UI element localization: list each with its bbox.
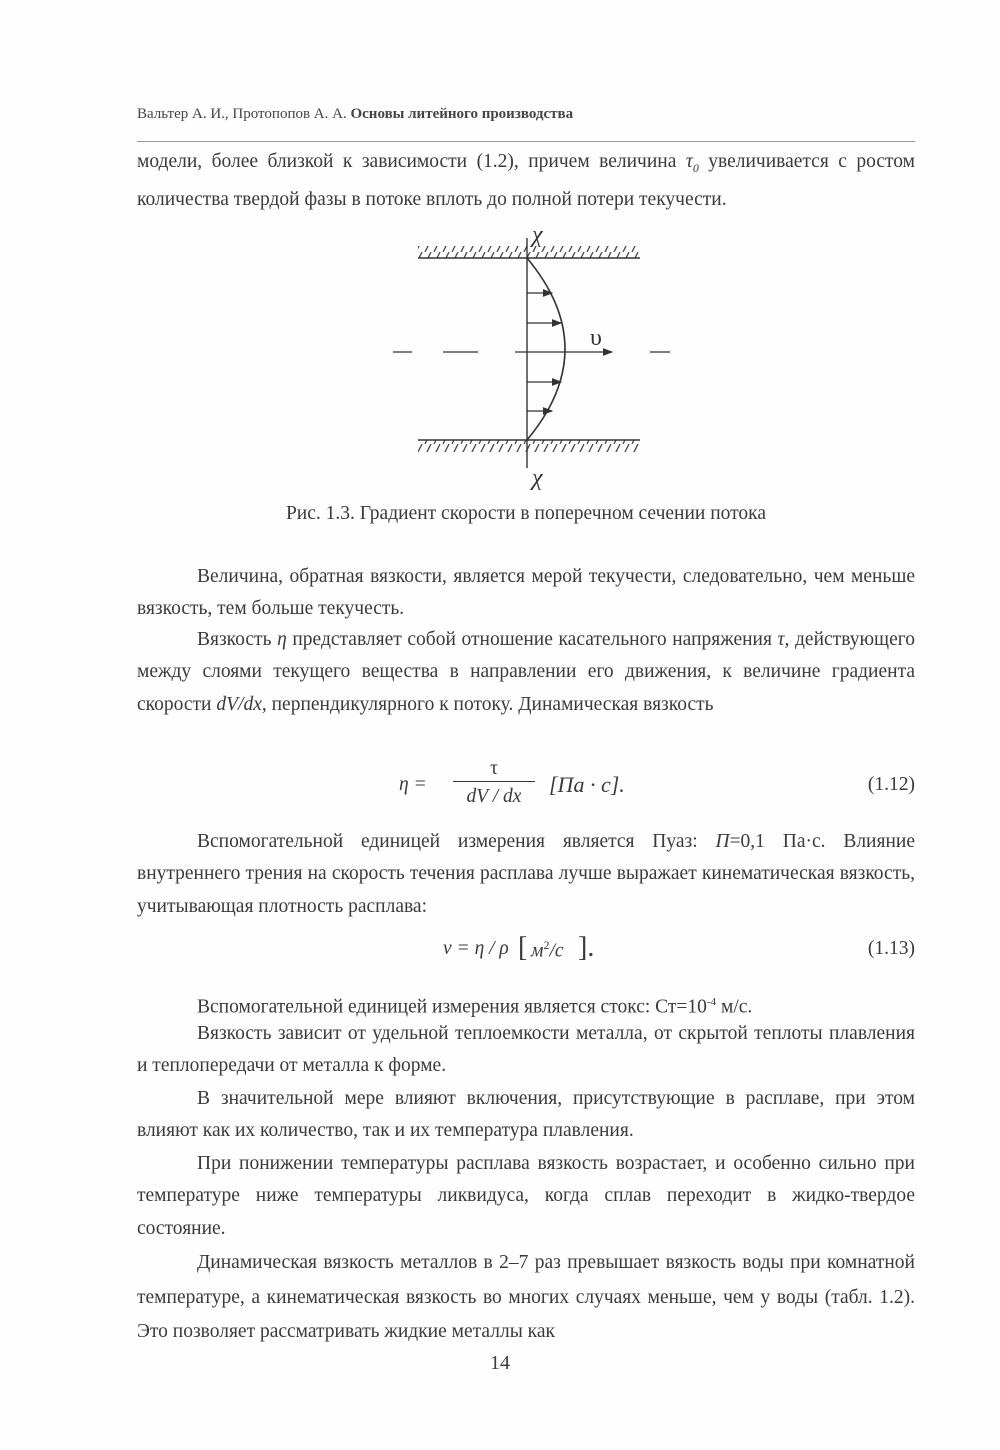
header-title: Основы литейного производства bbox=[350, 106, 574, 122]
equation-1-13: ν = η / ρ [ $м^2/c$ ]. (1.13) bbox=[443, 932, 915, 963]
paragraph-9: Динамическая вязкость металлов в 2–7 раз превышает вязкость воды при комнатной температуре, а кинематическая вязкость во многих случаях меньше, чем у воды (табл. 1.2). Это позволяет рассматривать жидкие металлы как bbox=[137, 1252, 915, 1342]
bottom-wall-hatch bbox=[418, 440, 640, 452]
label-chi-top: χ bbox=[532, 222, 543, 248]
label-velocity: υ bbox=[590, 325, 602, 351]
paragraph-5: Вспомогательной единицей измерения является стокс: $Ст=10^{-4}$ м/с. bbox=[197, 996, 753, 1018]
label-chi-bottom: χ bbox=[532, 465, 543, 491]
paragraph-8: При понижении температуры расплава вязкость возрастает, и особенно сильно при температуре ниже температуры ликвидуса, когда сплав переходит в жидко-твердое состояние. bbox=[137, 1153, 915, 1239]
paragraph-6: Вязкость зависит от удельной теплоемкости металла, от скрытой теплоты плавления и теплопередачи от металла к форме. bbox=[137, 1023, 915, 1077]
top-wall-hatch bbox=[418, 246, 640, 258]
velocity-arrows bbox=[515, 293, 612, 411]
velocity-profile-curve bbox=[527, 258, 565, 440]
header-authors: Вальтер А. И., Протопопов А. А. bbox=[137, 106, 347, 122]
page-number: 14 bbox=[490, 1352, 510, 1374]
equation-1-12: η = τ dV / dx [Па · c]. (1.12) bbox=[399, 758, 915, 807]
paragraph-4: Вспомогательной единицей измерения является Пуаз: П=0,1 Па·с. Влияние внутреннего трения на скорость течения расплава лучше выражает кинематическая вязкость, учитывающая плотность расплава: bbox=[137, 831, 915, 917]
paragraph-1: модели, более близкой к зависимости (1.2), причем величина $\tau_0$ увеличивается с ростом количества твердой фазы в потоке вплоть до полной потери текучести. bbox=[137, 151, 915, 211]
paragraph-2: Величина, обратная вязкости, является мерой текучести, следовательно, чем меньше вязкость, тем больше текучесть. bbox=[137, 566, 915, 620]
paragraph-3: Вязкость η представляет собой отношение касательного напряжения τ, действующего между слоями текущего вещества в направлении его движения, к величине градиента скорости dV/dx, перпендикулярного к потоку. Динамическая вязкость bbox=[137, 629, 915, 715]
figure-caption: Рис. 1.3. Градиент скорости в поперечном сечении потока bbox=[285, 503, 767, 524]
velocity-profile-figure bbox=[0, 0, 1000, 500]
paragraph-7: В значительной мере влияют включения, присутствующие в расплаве, при этом влияют как их количество, так и их температура плавления. bbox=[137, 1088, 915, 1142]
